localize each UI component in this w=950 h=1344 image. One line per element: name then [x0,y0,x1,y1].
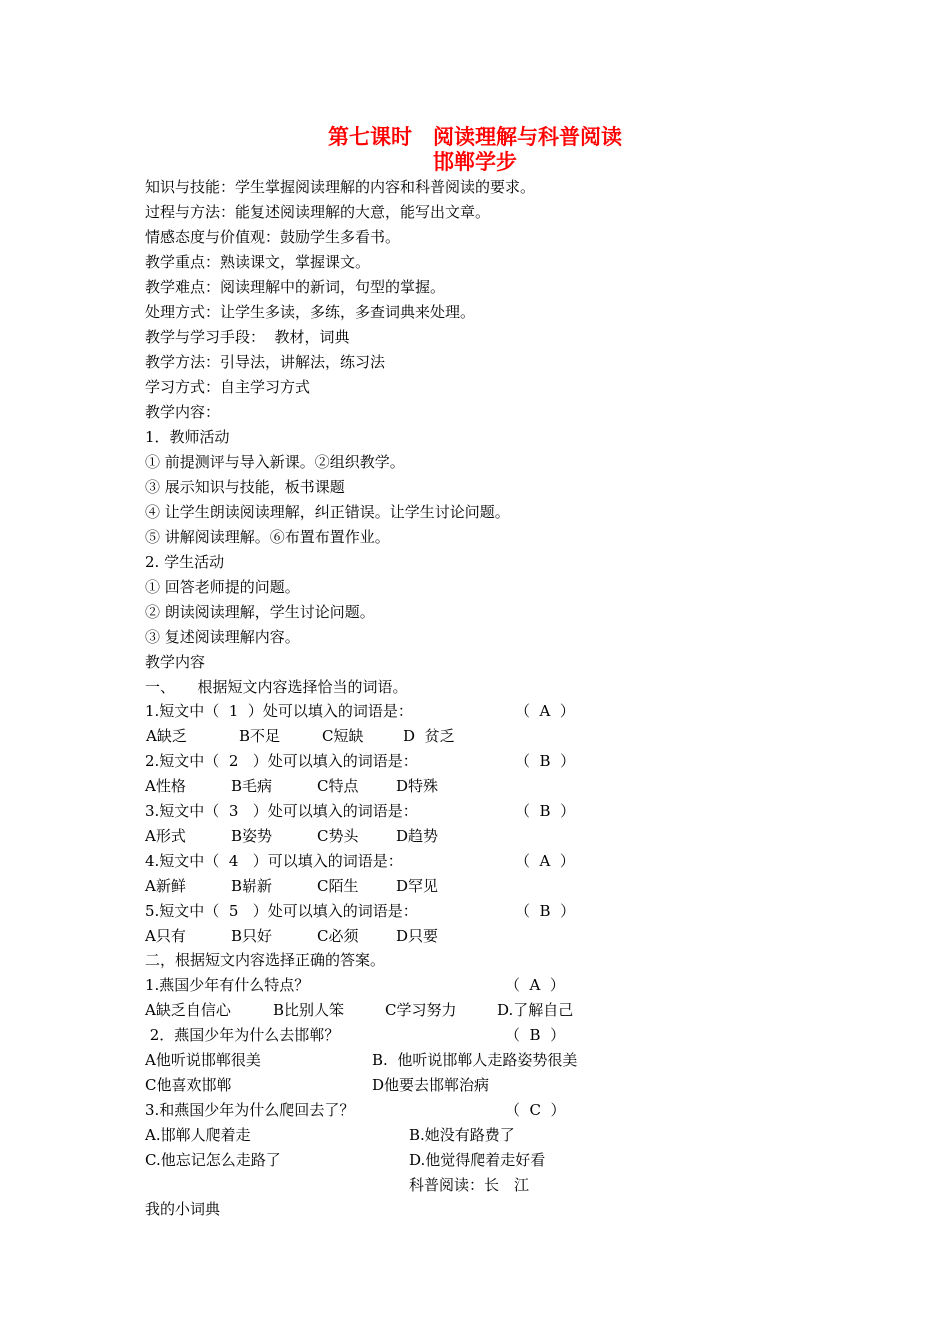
teaching-tools: 教学与学习手段： 教材，词典 [145,328,350,346]
question-text: 5.短文中（ 5 ）处可以填入的词语是： [145,902,418,920]
option: C陌生 [317,877,359,895]
option: A新鲜 [145,877,186,895]
question-text: 4.短文中（ 4 ）可以填入的词语是： [145,852,403,870]
student-activity-item: ① 回答老师提的问题。 [145,578,300,596]
option: D 贫乏 [403,727,455,745]
question-text: 2.短文中（ 2 ）处可以填入的词语是： [145,752,418,770]
question-text: 1.短文中（ 1 ）处可以填入的词语是： [145,702,413,720]
lesson-subtitle: 邯郸学步 [433,149,517,174]
option: A缺乏自信心 [145,1001,231,1019]
option: D特殊 [396,777,439,795]
option: B不足 [239,727,281,745]
option: C短缺 [322,727,364,745]
teaching-content-label: 教学内容： [145,403,221,421]
option: A缺乏 [146,727,187,745]
option: D罕见 [396,877,439,895]
content-heading: 教学内容 [145,653,206,671]
student-activity-item: ② 朗读阅读理解，学生讨论问题。 [145,603,375,621]
teacher-activity-item: ⑤ 讲解阅读理解。⑥布置布置作业。 [145,528,390,546]
option: A.邯郸人爬着走 [145,1126,251,1144]
option: B.她没有路费了 [409,1126,515,1144]
option: B. 他听说邯郸人走路姿势很美 [372,1051,578,1069]
student-activity-item: ③ 复述阅读理解内容。 [145,628,300,646]
science-reading-title: 科普阅读：长 江 [409,1176,530,1194]
option: B只好 [231,927,273,945]
question-answer: （ B ） [505,1026,566,1044]
question-answer: （ A ） [505,976,565,994]
dictionary-heading: 我的小词典 [145,1200,221,1218]
option: D他要去邯郸治病 [372,1076,490,1094]
option: B姿势 [231,827,273,845]
option: C必须 [317,927,359,945]
section1-heading: 一、 根据短文内容选择恰当的词语。 [145,678,408,696]
objective-attitude: 情感态度与价值观：鼓励学生多看书。 [145,228,401,246]
question-text: 2．燕国少年为什么去邯郸？ [145,1026,340,1044]
question-text: 3.和燕国少年为什么爬回去了？ [145,1101,355,1119]
teaching-methods: 教学方法：引导法，讲解法，练习法 [145,353,386,371]
question-answer: （ B ） [515,802,576,820]
question-answer: （ A ） [515,702,575,720]
question-answer: （ B ） [515,902,576,920]
option: D只要 [396,927,439,945]
teaching-focus: 教学重点：熟读课文，掌握课文。 [145,253,371,271]
objective-process: 过程与方法：能复述阅读理解的大意，能写出文章。 [145,203,491,221]
handling-method: 处理方式：让学生多读，多练，多查词典来处理。 [145,303,476,321]
teacher-activity-item: ③ 展示知识与技能，板书课题 [145,478,345,496]
objective-knowledge: 知识与技能：学生掌握阅读理解的内容和科普阅读的要求。 [145,178,536,196]
option: B比别人笨 [273,1001,345,1019]
option: B崭新 [231,877,273,895]
question-answer: （ A ） [515,852,575,870]
option: A性格 [145,777,186,795]
option: D.了解自己 [497,1001,574,1019]
option: C势头 [317,827,359,845]
lesson-title: 第七课时 阅读理解与科普阅读 [328,124,622,149]
option: A他听说邯郸很美 [145,1051,261,1069]
question-answer: （ B ） [515,752,576,770]
student-activity-heading: 2. 学生活动 [145,553,225,571]
option: D趋势 [396,827,439,845]
option: C学习努力 [385,1001,457,1019]
teacher-activity-item: ① 前提测评与导入新课。②组织教学。 [145,453,405,471]
option: A形式 [145,827,186,845]
option: A只有 [145,927,186,945]
question-text: 3.短文中（ 3 ）处可以填入的词语是： [145,802,418,820]
teaching-difficulty: 教学难点：阅读理解中的新词，句型的掌握。 [145,278,446,296]
option: C特点 [317,777,359,795]
teacher-activity-item: ④ 让学生朗读阅读理解，纠正错误。让学生讨论问题。 [145,503,510,521]
option: C他喜欢邯郸 [145,1076,232,1094]
section2-heading: 二，根据短文内容选择正确的答案。 [145,951,386,969]
question-text: 1.燕国少年有什么特点？ [145,976,310,994]
option: D.他觉得爬着走好看 [409,1151,546,1169]
option: C.他忘记怎么走路了 [145,1151,281,1169]
teacher-activity-heading: 1．教师活动 [145,428,230,446]
question-answer: （ C ） [505,1101,566,1119]
learning-style: 学习方式：自主学习方式 [145,378,311,396]
option: B毛病 [231,777,273,795]
